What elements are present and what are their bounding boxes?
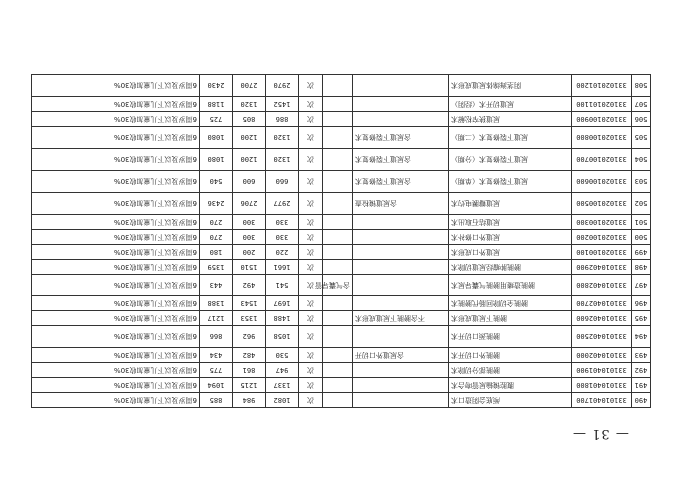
item-content bbox=[353, 296, 449, 311]
row-number: 502 bbox=[632, 193, 651, 215]
item-code: 331020100700 bbox=[572, 149, 632, 171]
table-row bbox=[32, 260, 651, 275]
row-number: 493 bbox=[632, 348, 651, 363]
price-tier-2: 600 bbox=[233, 171, 266, 193]
item-code: 331020100600 bbox=[572, 171, 632, 193]
table-row bbox=[32, 275, 651, 296]
item-note bbox=[323, 363, 353, 378]
item-code: 331020100500 bbox=[572, 193, 632, 215]
price-tier-1: 1058 bbox=[266, 326, 299, 348]
item-content: 含尿道下裂修复术 bbox=[353, 127, 449, 149]
price-tier-2: 861 bbox=[233, 363, 266, 378]
table-row bbox=[32, 393, 651, 408]
item-content: 含尿道下裂修复术 bbox=[353, 149, 449, 171]
item-note bbox=[323, 171, 353, 193]
row-number: 500 bbox=[632, 230, 651, 245]
item-unit: 次 bbox=[299, 260, 323, 275]
item-unit: 次 bbox=[299, 245, 323, 260]
item-unit: 次 bbox=[299, 149, 323, 171]
item-unit: 次 bbox=[299, 348, 323, 363]
item-name: 尿道下裂修复术（分期） bbox=[449, 149, 572, 171]
price-tier-1: 1697 bbox=[266, 296, 299, 311]
table-row bbox=[32, 296, 651, 311]
item-unit: 次 bbox=[299, 215, 323, 230]
price-tier-2: 2700 bbox=[233, 75, 266, 97]
item-remark: 6周岁及以下儿童加收30% bbox=[32, 127, 200, 149]
table-row bbox=[32, 245, 651, 260]
price-tier-1: 2977 bbox=[266, 193, 299, 215]
price-tier-2: 300 bbox=[233, 215, 266, 230]
row-number: 490 bbox=[632, 393, 651, 408]
price-tier-1: 541 bbox=[266, 275, 299, 296]
price-tier-2: 300 bbox=[233, 230, 266, 245]
price-tier-2: 200 bbox=[233, 245, 266, 260]
item-content bbox=[353, 363, 449, 378]
item-unit: 次 bbox=[299, 230, 323, 245]
item-unit: 次 bbox=[299, 193, 323, 215]
price-tier-3: 1359 bbox=[200, 260, 233, 275]
price-tier-2: 482 bbox=[233, 348, 266, 363]
item-remark: 6周岁及以下儿童加收30% bbox=[32, 230, 200, 245]
price-tier-3: 443 bbox=[200, 275, 233, 296]
item-content bbox=[353, 245, 449, 260]
price-tier-1: 330 bbox=[266, 215, 299, 230]
item-note bbox=[323, 326, 353, 348]
item-code: 331010402900 bbox=[572, 260, 632, 275]
item-note bbox=[323, 75, 353, 97]
item-note bbox=[323, 112, 353, 127]
price-tier-1: 1337 bbox=[266, 378, 299, 393]
item-note bbox=[323, 296, 353, 311]
item-content bbox=[353, 75, 449, 97]
fee-table bbox=[31, 74, 651, 408]
row-number: 497 bbox=[632, 275, 651, 296]
price-tier-1: 530 bbox=[266, 348, 299, 363]
item-note bbox=[323, 149, 353, 171]
item-name: 膀胱造瘘用膀胱气囊导尿术 bbox=[449, 275, 572, 296]
item-name: 膀胱外口切开术 bbox=[449, 348, 572, 363]
table-row bbox=[32, 171, 651, 193]
item-unit: 次 bbox=[299, 393, 323, 408]
item-name: 尿道外口成形术 bbox=[449, 245, 572, 260]
price-tier-3: 725 bbox=[200, 112, 233, 127]
price-tier-1: 1082 bbox=[266, 393, 299, 408]
item-note bbox=[323, 245, 353, 260]
price-tier-1: 660 bbox=[266, 171, 299, 193]
table-row bbox=[32, 326, 651, 348]
page-number: — 31 — bbox=[572, 426, 629, 441]
item-unit: 次 bbox=[299, 296, 323, 311]
item-content bbox=[353, 112, 449, 127]
item-unit: 次 bbox=[299, 275, 323, 296]
item-unit: 次 bbox=[299, 378, 323, 393]
table-row bbox=[32, 348, 651, 363]
item-unit: 次 bbox=[299, 75, 323, 97]
item-content: 含尿道外口切开 bbox=[353, 348, 449, 363]
table-body bbox=[32, 75, 651, 408]
item-note bbox=[323, 97, 353, 112]
item-code: 331010402000 bbox=[572, 348, 632, 363]
item-remark: 6周岁及以下儿童加收30% bbox=[32, 171, 200, 193]
item-note bbox=[323, 348, 353, 363]
row-number: 494 bbox=[632, 326, 651, 348]
price-tier-1: 1320 bbox=[266, 149, 299, 171]
item-unit: 次 bbox=[299, 363, 323, 378]
item-remark: 6周岁及以下儿童加收30% bbox=[32, 75, 200, 97]
item-remark: 6周岁及以下儿童加收30% bbox=[32, 296, 200, 311]
item-note bbox=[323, 230, 353, 245]
item-code: 331020101200 bbox=[572, 75, 632, 97]
price-tier-2: 1200 bbox=[233, 127, 266, 149]
item-remark: 6周岁及以下儿童加收30% bbox=[32, 112, 200, 127]
item-remark: 6周岁及以下儿童加收30% bbox=[32, 245, 200, 260]
price-tier-1: 1488 bbox=[266, 311, 299, 326]
table-row bbox=[32, 215, 651, 230]
row-number: 498 bbox=[632, 260, 651, 275]
row-number: 496 bbox=[632, 296, 651, 311]
item-content bbox=[353, 326, 449, 348]
item-unit: 次 bbox=[299, 171, 323, 193]
item-note bbox=[323, 393, 353, 408]
item-code: 331020100900 bbox=[572, 112, 632, 127]
row-number: 506 bbox=[632, 112, 651, 127]
price-tier-3: 270 bbox=[200, 230, 233, 245]
price-tier-3: 1094 bbox=[200, 378, 233, 393]
price-tier-3: 775 bbox=[200, 363, 233, 378]
price-tier-3: 1080 bbox=[200, 149, 233, 171]
item-note bbox=[323, 215, 353, 230]
item-name: 尿道下裂修复术（二期） bbox=[449, 127, 572, 149]
price-tier-1: 1452 bbox=[266, 97, 299, 112]
item-code: 331020101100 bbox=[572, 97, 632, 112]
item-code: 331020100200 bbox=[572, 230, 632, 245]
item-code: 331010402600 bbox=[572, 311, 632, 326]
item-unit: 次 bbox=[299, 127, 323, 149]
item-code: 331010402500 bbox=[572, 326, 632, 348]
item-content bbox=[353, 393, 449, 408]
table-row bbox=[32, 193, 651, 215]
row-number: 507 bbox=[632, 97, 651, 112]
price-tier-2: 1320 bbox=[233, 97, 266, 112]
item-remark: 6周岁及以下儿童加收30% bbox=[32, 393, 200, 408]
item-unit: 次 bbox=[299, 326, 323, 348]
item-name: 尿道结石取出术 bbox=[449, 215, 572, 230]
item-note: 含气囊导管 bbox=[323, 275, 353, 296]
item-name: 膀胱全切除回肠代膀胱术 bbox=[449, 296, 572, 311]
item-remark: 6周岁及以下儿童加收30% bbox=[32, 348, 200, 363]
table-row bbox=[32, 149, 651, 171]
table-row bbox=[32, 97, 651, 112]
price-tier-3: 1217 bbox=[200, 311, 233, 326]
item-name: 阴茎海绵体尿道成形术 bbox=[449, 75, 572, 97]
item-code: 331010401700 bbox=[572, 393, 632, 408]
item-remark: 6周岁及以下儿童加收30% bbox=[32, 260, 200, 275]
item-name: 尿道切开术（经阴） bbox=[449, 97, 572, 112]
item-content: 含尿道镜检查 bbox=[353, 193, 449, 215]
item-code: 331020100300 bbox=[572, 215, 632, 230]
price-tier-1: 1320 bbox=[266, 127, 299, 149]
item-content bbox=[353, 97, 449, 112]
item-remark: 6周岁及以下儿童加收30% bbox=[32, 363, 200, 378]
row-number: 492 bbox=[632, 363, 651, 378]
item-name: 膀胱肿瘤经尿道切除术 bbox=[449, 260, 572, 275]
row-number: 505 bbox=[632, 127, 651, 149]
row-number: 501 bbox=[632, 215, 651, 230]
item-code: 331010402700 bbox=[572, 296, 632, 311]
item-name: 膀胱下尿道成形术 bbox=[449, 311, 572, 326]
item-code: 331010402800 bbox=[572, 275, 632, 296]
price-tier-1: 2970 bbox=[266, 75, 299, 97]
item-remark: 6周岁及以下儿童加收30% bbox=[32, 215, 200, 230]
item-name: 尿道瓣膜电灼术 bbox=[449, 193, 572, 215]
item-remark: 6周岁及以下儿童加收30% bbox=[32, 149, 200, 171]
item-remark: 6周岁及以下儿童加收30% bbox=[32, 378, 200, 393]
item-unit: 次 bbox=[299, 311, 323, 326]
item-content bbox=[353, 378, 449, 393]
table-row bbox=[32, 127, 651, 149]
item-name: 颅底会阴造口术 bbox=[449, 393, 572, 408]
price-tier-3: 270 bbox=[200, 215, 233, 230]
price-tier-2: 1510 bbox=[233, 260, 266, 275]
row-number: 504 bbox=[632, 149, 651, 171]
item-note bbox=[323, 193, 353, 215]
item-name: 尿道狭窄松解术 bbox=[449, 112, 572, 127]
price-tier-3: 1388 bbox=[200, 296, 233, 311]
item-content bbox=[353, 260, 449, 275]
item-name: 尿道下裂修复术（单期） bbox=[449, 171, 572, 193]
item-remark: 6周岁及以下儿童加收30% bbox=[32, 326, 200, 348]
item-note bbox=[323, 311, 353, 326]
item-name: 膀胱颈口切开术 bbox=[449, 326, 572, 348]
item-note bbox=[323, 127, 353, 149]
price-tier-2: 805 bbox=[233, 112, 266, 127]
item-unit: 次 bbox=[299, 97, 323, 112]
price-tier-2: 1215 bbox=[233, 378, 266, 393]
price-tier-3: 1188 bbox=[200, 97, 233, 112]
price-tier-3: 885 bbox=[200, 393, 233, 408]
item-note bbox=[323, 378, 353, 393]
table-row bbox=[32, 363, 651, 378]
table-row bbox=[32, 311, 651, 326]
item-remark: 6周岁及以下儿童加收30% bbox=[32, 311, 200, 326]
price-tier-2: 2706 bbox=[233, 193, 266, 215]
item-code: 331020100800 bbox=[572, 127, 632, 149]
item-note bbox=[323, 260, 353, 275]
item-code: 331010401800 bbox=[572, 378, 632, 393]
item-name: 膀胱部分切除术 bbox=[449, 363, 572, 378]
row-number: 499 bbox=[632, 245, 651, 260]
item-content: 含尿道下裂修复术 bbox=[353, 171, 449, 193]
price-tier-3: 180 bbox=[200, 245, 233, 260]
item-code: 331020100100 bbox=[572, 245, 632, 260]
item-content: 不含膀胱下尿道成形术 bbox=[353, 311, 449, 326]
table-row bbox=[32, 378, 651, 393]
price-tier-3: 540 bbox=[200, 171, 233, 193]
price-tier-3: 2430 bbox=[200, 75, 233, 97]
item-remark: 6周岁及以下儿童加收30% bbox=[32, 97, 200, 112]
price-tier-3: 866 bbox=[200, 326, 233, 348]
item-name: 腹腔镜输尿管吻合术 bbox=[449, 378, 572, 393]
row-number: 508 bbox=[632, 75, 651, 97]
price-tier-1: 886 bbox=[266, 112, 299, 127]
price-tier-1: 330 bbox=[266, 230, 299, 245]
price-tier-1: 947 bbox=[266, 363, 299, 378]
price-tier-2: 492 bbox=[233, 275, 266, 296]
item-content bbox=[353, 215, 449, 230]
item-content bbox=[353, 230, 449, 245]
price-tier-2: 1543 bbox=[233, 296, 266, 311]
item-remark: 6周岁及以下儿童加收30% bbox=[32, 275, 200, 296]
price-tier-1: 1661 bbox=[266, 260, 299, 275]
price-tier-3: 1080 bbox=[200, 127, 233, 149]
table-row bbox=[32, 75, 651, 97]
price-tier-3: 2436 bbox=[200, 193, 233, 215]
price-tier-3: 434 bbox=[200, 348, 233, 363]
item-unit: 次 bbox=[299, 112, 323, 127]
table-row bbox=[32, 112, 651, 127]
price-tier-2: 1353 bbox=[233, 311, 266, 326]
price-tier-2: 1200 bbox=[233, 149, 266, 171]
item-remark: 6周岁及以下儿童加收30% bbox=[32, 193, 200, 215]
row-number: 495 bbox=[632, 311, 651, 326]
row-number: 503 bbox=[632, 171, 651, 193]
row-number: 491 bbox=[632, 378, 651, 393]
price-tier-2: 984 bbox=[233, 393, 266, 408]
item-name: 尿道外口修补术 bbox=[449, 230, 572, 245]
price-tier-1: 220 bbox=[266, 245, 299, 260]
item-content bbox=[353, 275, 449, 296]
price-tier-2: 962 bbox=[233, 326, 266, 348]
item-code: 331010401900 bbox=[572, 363, 632, 378]
table-row bbox=[32, 230, 651, 245]
